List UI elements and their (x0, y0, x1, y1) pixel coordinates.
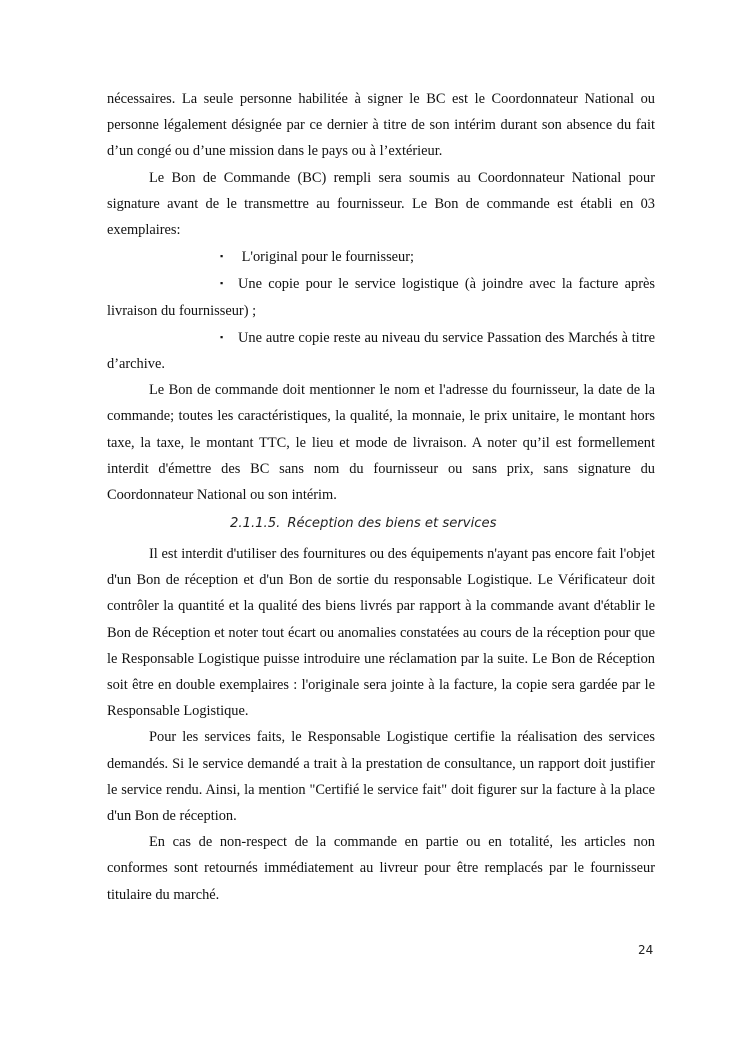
page-number: 24 (638, 943, 654, 957)
section-heading (230, 516, 497, 531)
bullet-text: Une copie pour le service logistique (à joindre avec la facture après livraison du fournisseur) ; (107, 276, 655, 319)
bullet-item (107, 243, 655, 270)
bullet-text: L'original pour le fournisseur; (238, 249, 415, 266)
square-bullet-icon: ▪ (220, 331, 224, 342)
bullet-text: Une autre copie reste au niveau du service Passation des Marchés à titre d’archive. (107, 329, 655, 373)
bullet-item (107, 270, 655, 323)
paragraph-mentions-obligatoires: Le Bon de commande doit mentionner le nom et l'adresse du fournisseur, la date de la commande; toutes les caractéristiques, la qualité, la monnaie, le prix unitaire, le montant hors taxe, la taxe, le montant TTC, le lieu et mode de livraison. A noter qu’il est formellement interdit d'émettre des BC sans nom du fournisseur ou sans prix, sans signature du Coordonnateur National ou son intérim. (107, 382, 655, 504)
square-bullet-icon: ▪ (220, 251, 224, 262)
section-number: 2.1.1.5. (230, 516, 281, 531)
paragraph-continuation: nécessaires. La seule personne habilitée à signer le BC est le Coordonnateur National ou personne légalement désignée par ce dernier à titre de son intérim durant son absence du fait d’un congé ou d’une mission dans le pays ou à l’extérieur. (107, 91, 655, 160)
paragraph-bon-de-commande: Le Bon de Commande (BC) rempli sera soumis au Coordonnateur National pour signature avant de le transmettre au fournisseur. Le Bon de commande est établi en 03 exemplaires: (107, 169, 655, 239)
paragraph-reception: Il est interdit d'utiliser des fournitures ou des équipements n'ayant pas encore fait l'objet d'un Bon de réception et d'un Bon de sortie du responsable Logistique. Le Vérificateur doit contrôler la quantité et la qualité des biens livrés par rapport à la commande avant d'établir le Bon de Réception et noter tout écart ou anomalies constatées au cours de la réception pour que le Responsable Logistique puisse introduire une réclamation par la suite. Le Bon de Réception soit être en double exemplaires : l'originale sera jointe à la facture, la copie sera gardée par le Responsable Logistique. (107, 546, 655, 720)
text-block-top (107, 86, 655, 508)
bullet-item (107, 324, 655, 377)
paragraph-non-respect: En cas de non-respect de la commande en partie ou en totalité, les articles non conformes sont retournés immédiatement au livreur pour être remplacés par le fournisseur titulaire du marché. (107, 834, 655, 903)
section-title: Réception des biens et services (287, 516, 497, 531)
text-block-bottom (107, 541, 655, 908)
paragraph-services-faits: Pour les services faits, le Responsable Logistique certifie la réalisation des services demandés. Si le service demandé a trait à la prestation de consultance, un rapport doit justifier le service rendu. Ainsi, la mention "Certifié le service fait" doit figurer sur la facture à la place d'un Bon de réception. (107, 729, 655, 825)
square-bullet-icon: ▪ (220, 278, 224, 289)
